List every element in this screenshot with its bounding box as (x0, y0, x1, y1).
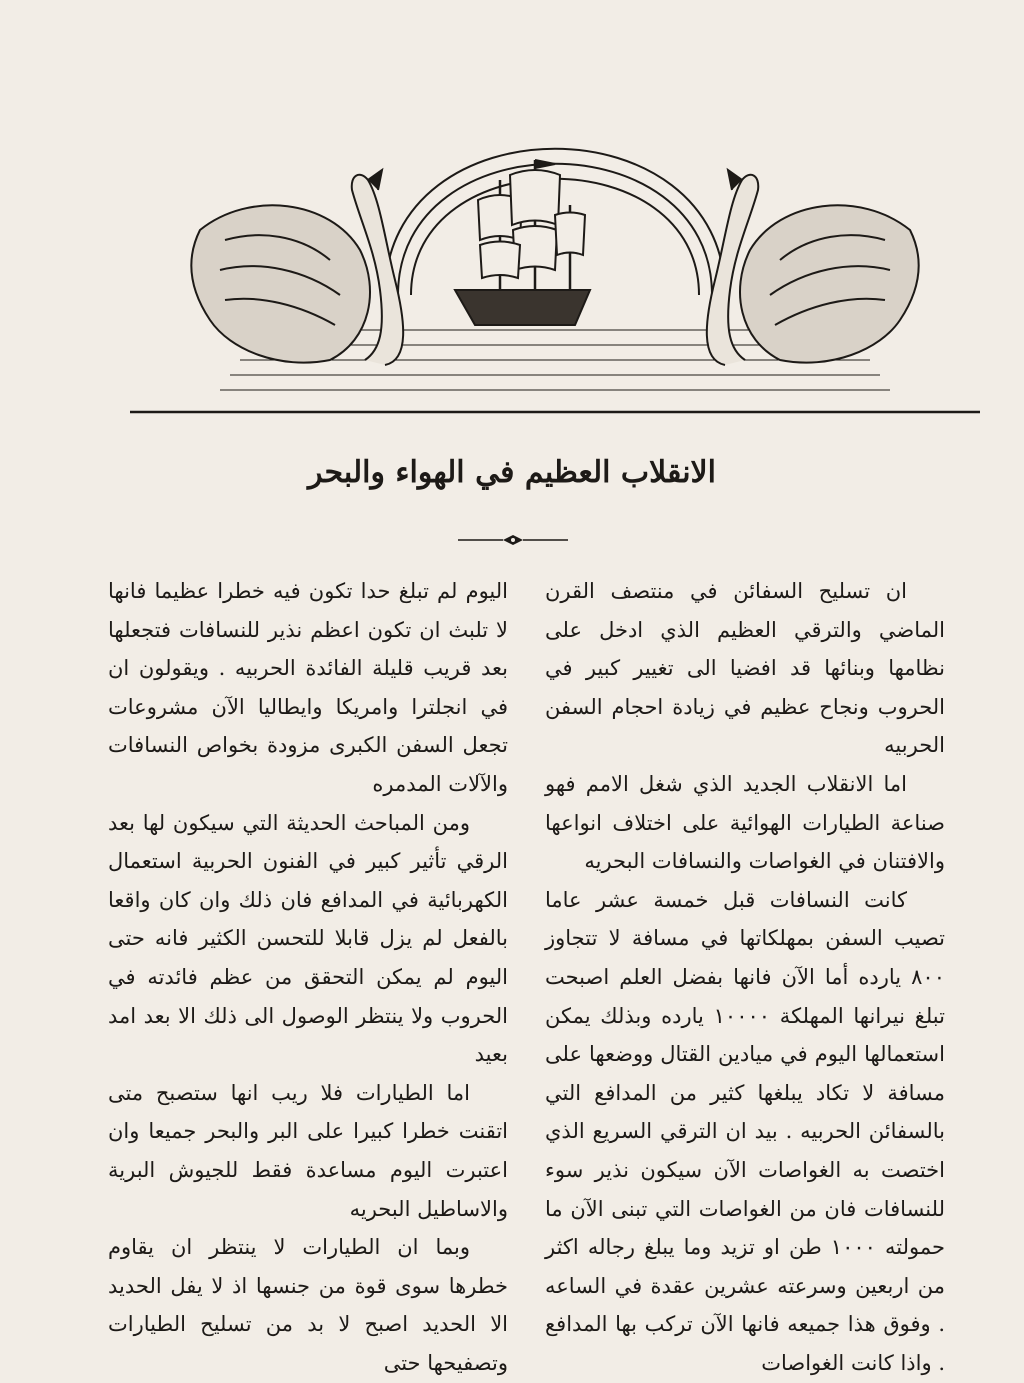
right-paragraph-1: ان تسليح السفائن في منتصف القرن الماضي والترقي العظيم الذي ادخل على نظامها وبنائها قد افضيا الى تغيير كبير في الحروب ونجاح عظيم في زيادة احجام السفن الحربيه (545, 579, 945, 758)
right-paragraph-2: اما الانقلاب الجديد الذي شغل الامم فهو صناعة الطيارات الهوائية على اختلاف انواعها والافتنان في الغواصات والنسافات البحريه (545, 771, 945, 874)
two-swans-ship-arch-icon (130, 120, 980, 420)
right-paragraph-3: كانت النسافات قبل خمسة عشر عاما تصيب السفن بمهلكاتها في مسافة لا تتجاوز ٨٠٠ يارده أما الآن فانها بفضل العلم اصبحت تبلغ نيرانها المهلكة ١٠٠٠٠ يارده وبذلك يمكن استعمالها اليوم في ميادين القتال ووضعها على مسافة لا تكاد يبلغها كثير من المدافع التي بالسفائن الحربيه . بيد ان الترقي السريع الذي اختصت به الغواصات الآن سيكون نذير سوء للنسافات فان من الغواصات التي تبنى الآن ما حمولته ١٠٠٠ طن او تزيد وما يبلغ رجاله اكثر من اربعين وسرعته عشرين عقدة في الساعه . وفوق هذا جميعه فانها الآن تركب بها المدافع . واذا كانت الغواصات (545, 887, 945, 1375)
left-paragraph-4: وبما ان الطيارات لا ينتظر ان يقاوم خطرها سوى قوة من جنسها اذ لا يفل الحديد الا الحديد اصبح لا بد من تسليح الطيارات وتصفيحها حتى (108, 1235, 508, 1375)
left-paragraph-2: ومن المباحث الحديثة التي سيكون لها بعد الرقي تأثير كبير في الفنون الحربية استعمال الكهربائية في المدافع فان ذلك وان كان واقعا بالفعل لم يزل قابلا للتحسن الكثير فانه حتى اليوم لم يمكن التحقق من عظم فائدته في الحروب ولا ينتظر الوصول الى ذلك الا بعد امد بعيد (108, 810, 508, 1067)
left-paragraph-3: اما الطيارات فلا ريب انها ستصبح متى اتقنت خطرا كبيرا على البر والبحر جميعا وان اعتبرت اليوم مساعدة فقط للجيوش البرية والاساطيل البحريه (108, 1080, 508, 1221)
title-ornament-icon (458, 530, 568, 550)
right-column (545, 572, 945, 1382)
left-column (108, 572, 508, 1382)
article-title: الانقلاب العظيم في الهواء والبحر (308, 455, 716, 490)
left-paragraph-1: اليوم لم تبلغ حدا تكون فيه خطرا عظيما فانها لا تلبث ان تكون اعظم نذير للنسافات فتجعلها بعد قريب قليلة الفائدة الحربيه . ويقولون ان في انجلترا وامريكا وايطاليا الآن مشروعات تجعل السفن الكبرى مزودة بخواص النسافات والآلات المدمره (108, 579, 508, 796)
